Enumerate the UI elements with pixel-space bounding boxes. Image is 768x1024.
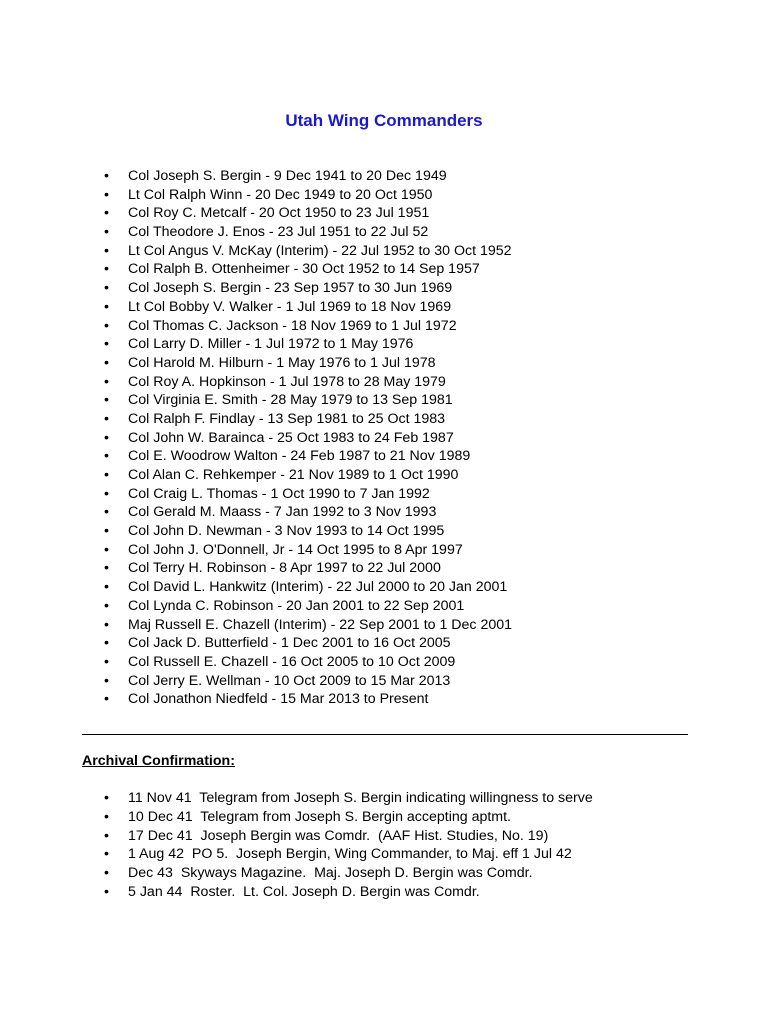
list-item: • Maj Russell E. Chazell (Interim) - 22 Sep 2001 to 1 Dec 2001	[104, 616, 512, 635]
list-item: • 11 Nov 41 Telegram from Joseph S. Bergin indicating willingness to serve	[104, 789, 593, 808]
list-item: • Col Joseph S. Bergin - 9 Dec 1941 to 20 Dec 1949	[104, 167, 512, 186]
list-item: • Col John D. Newman - 3 Nov 1993 to 14 Oct 1995	[104, 522, 512, 541]
list-item: • Col Jonathon Niedfeld - 15 Mar 2013 to Present	[104, 690, 512, 709]
list-item: • Col Joseph S. Bergin - 23 Sep 1957 to 30 Jun 1969	[104, 279, 512, 298]
list-item: • Col Larry D. Miller - 1 Jul 1972 to 1 May 1976	[104, 335, 512, 354]
list-item: • 17 Dec 41 Joseph Bergin was Comdr. (AAF Hist. Studies, No. 19)	[104, 827, 593, 846]
list-item: • Lt Col Ralph Winn - 20 Dec 1949 to 20 Oct 1950	[104, 186, 512, 205]
list-item: • Col Jack D. Butterfield - 1 Dec 2001 to 16 Oct 2005	[104, 634, 512, 653]
list-item: • Col Craig L. Thomas - 1 Oct 1990 to 7 Jan 1992	[104, 485, 512, 504]
list-item: • Col John J. O'Donnell, Jr - 14 Oct 1995 to 8 Apr 1997	[104, 541, 512, 560]
list-item: • Col Jerry E. Wellman - 10 Oct 2009 to 15 Mar 2013	[104, 672, 512, 691]
list-item: • Col Roy A. Hopkinson - 1 Jul 1978 to 28 May 1979	[104, 373, 512, 392]
list-item: • 1 Aug 42 PO 5. Joseph Bergin, Wing Commander, to Maj. eff 1 Jul 42	[104, 845, 593, 864]
list-item: • Col Harold M. Hilburn - 1 May 1976 to 1 Jul 1978	[104, 354, 512, 373]
list-item: • Col David L. Hankwitz (Interim) - 22 Jul 2000 to 20 Jan 2001	[104, 578, 512, 597]
list-item: • Lt Col Angus V. McKay (Interim) - 22 Jul 1952 to 30 Oct 1952	[104, 242, 512, 261]
archival-list	[104, 789, 593, 902]
list-item: • Col Gerald M. Maass - 7 Jan 1992 to 3 Nov 1993	[104, 503, 512, 522]
archival-heading: Archival Confirmation:	[82, 753, 235, 769]
list-item: • 5 Jan 44 Roster. Lt. Col. Joseph D. Bergin was Comdr.	[104, 883, 593, 902]
list-item: • Col Ralph B. Ottenheimer - 30 Oct 1952 to 14 Sep 1957	[104, 260, 512, 279]
list-item: • Col John W. Barainca - 25 Oct 1983 to 24 Feb 1987	[104, 429, 512, 448]
list-item: • Col Ralph F. Findlay - 13 Sep 1981 to 25 Oct 1983	[104, 410, 512, 429]
list-item: • Col Thomas C. Jackson - 18 Nov 1969 to 1 Jul 1972	[104, 317, 512, 336]
list-item: • Col Roy C. Metcalf - 20 Oct 1950 to 23 Jul 1951	[104, 204, 512, 223]
commander-list	[104, 167, 512, 709]
list-item: • Col E. Woodrow Walton - 24 Feb 1987 to 21 Nov 1989	[104, 447, 512, 466]
list-item: • Col Lynda C. Robinson - 20 Jan 2001 to 22 Sep 2001	[104, 597, 512, 616]
list-item: • Col Russell E. Chazell - 16 Oct 2005 to 10 Oct 2009	[104, 653, 512, 672]
list-item: • Dec 43 Skyways Magazine. Maj. Joseph D. Bergin was Comdr.	[104, 864, 593, 883]
page-title: Utah Wing Commanders	[285, 111, 483, 130]
list-item: • Lt Col Bobby V. Walker - 1 Jul 1969 to 18 Nov 1969	[104, 298, 512, 317]
list-item: • Col Virginia E. Smith - 28 May 1979 to 13 Sep 1981	[104, 391, 512, 410]
list-item: • Col Theodore J. Enos - 23 Jul 1951 to 22 Jul 52	[104, 223, 512, 242]
list-item: • 10 Dec 41 Telegram from Joseph S. Bergin accepting aptmt.	[104, 808, 593, 827]
list-item: • Col Terry H. Robinson - 8 Apr 1997 to 22 Jul 2000	[104, 559, 512, 578]
list-item: • Col Alan C. Rehkemper - 21 Nov 1989 to 1 Oct 1990	[104, 466, 512, 485]
section-divider	[82, 734, 688, 735]
